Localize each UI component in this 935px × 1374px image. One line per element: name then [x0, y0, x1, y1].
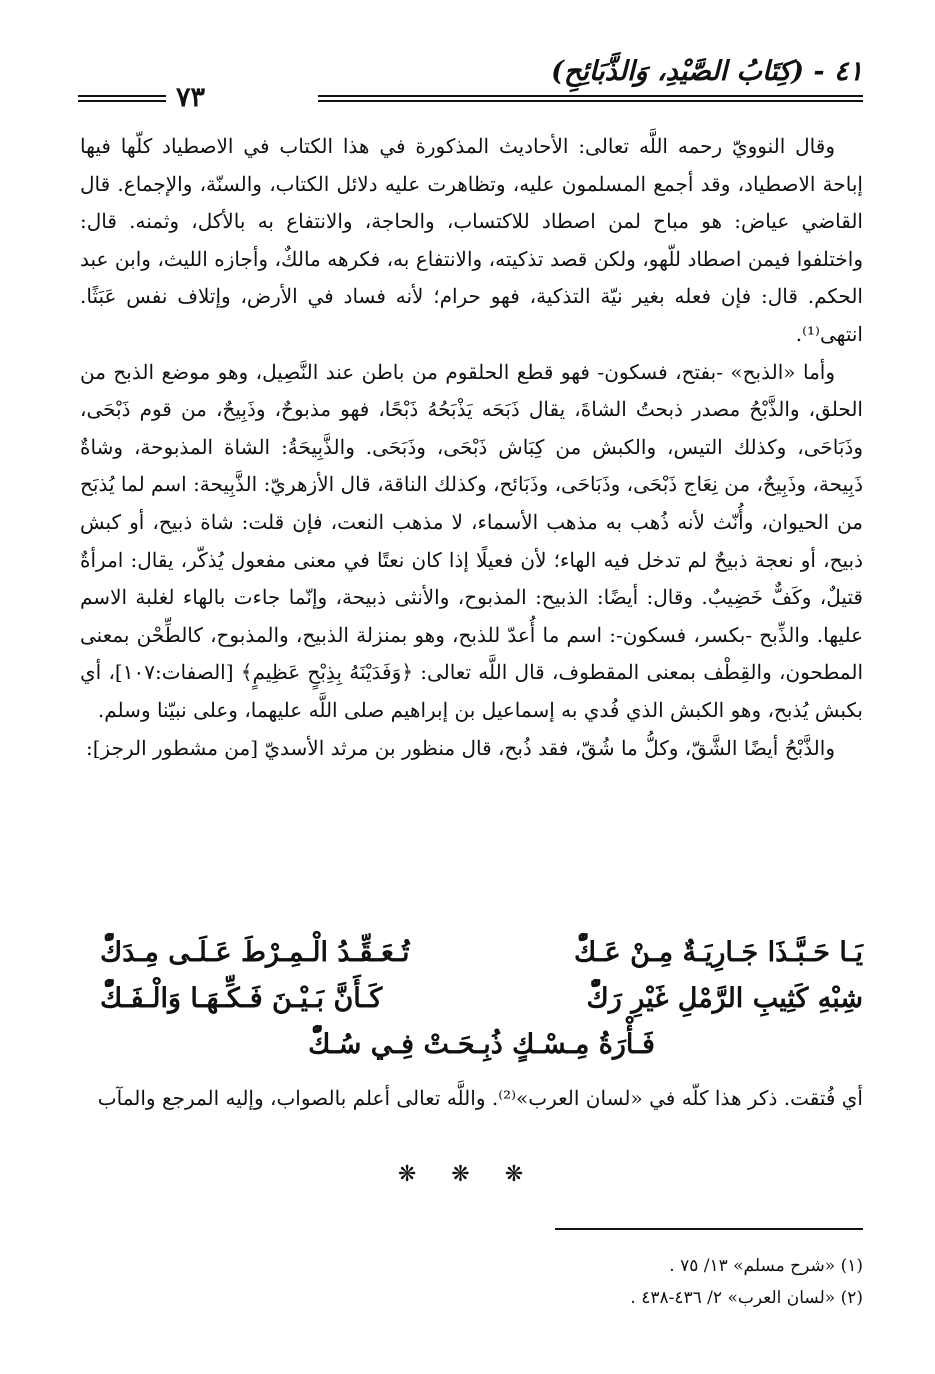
paragraph-conclusion: أي فُتقت. ذكر هذا كلّه في «لسان العرب»⁽²⁾. واللَّه تعالى أعلم بالصواب، وإليه المرجع والمآب	[97, 1086, 863, 1110]
verse-hemistich: كَـأَنَّ بَـيْـنَ فَـكِّـهَـا وَالْـفَـكّْ	[100, 983, 383, 1014]
verse-line-3	[100, 1022, 863, 1068]
footnote-1: (١) «شرح مسلم» ١٣/ ٧٥ .	[669, 1256, 863, 1276]
verse-hemistich: شِبْهِ كَثِيبِ الرَّمْلِ غَيْرِ رَكّْ	[586, 983, 863, 1014]
verse-hemistich: تُـعَـقِّـدُ الْـمِـرْطَ عَـلَـى مِـدَكّْ	[100, 937, 410, 968]
footnote-divider	[555, 1228, 863, 1230]
header-rule	[318, 95, 863, 102]
page-header	[78, 48, 863, 118]
verse-hemistich: فَـأْرَةُ مِـسْـكٍ ذُبِـحَـتْ فِـي سُـكّْ	[308, 1029, 655, 1060]
poetry-verse	[100, 930, 863, 1068]
paragraph-verse-intro: والذَّبْحُ أيضًا الشَّقّ، وكلُّ ما شُقّ، فقد ذُبح، قال منظور بن مرثد الأسديّ [من مشطور الرجز]:	[86, 735, 835, 760]
header-rule-left	[78, 95, 166, 102]
conclusion-text	[80, 1080, 863, 1118]
chapter-title: ٤١ - (كِتَابُ الصَّيْدِ، وَالذَّبَائِحِ)	[551, 56, 863, 87]
footnotes	[80, 1250, 863, 1314]
verse-hemistich: يَـا حَـبَّـذَا جَـارِيَـةٌ مِـنْ عَـكّْ	[573, 937, 863, 968]
main-text	[80, 128, 863, 767]
page-number: ٧٣	[176, 82, 206, 113]
paragraph-dhabh: وأما «الذبح» -بفتح، فسكون- فهو قطع الحلقوم من باطن عند النَّصِيل، وهو موضع الذبح من الحلق، والذَّبْحُ مصدر ذبحتُ الشاةَ، يقال ذَبَحَه يَذْبَحُهُ ذَبْحًا، فهو مذبوحٌ، وذَبِيحٌ، من قوم ذَبْحَى، وذَبَاحَى، وكذلك التيس، والكبش من كِبَاش ذَبْحَى، وذَبَحَى. والذَّبِيحَةُ: الشاة المذبوحة، وشاةٌ ذَبِيحة، وذَبِيحٌ، من نِعَاج ذَبْحَى، وذَبَاحَى، وذَبَائح، وكذلك الناقة، قال الأزهريّ: الذَّبِيحة: اسم لما يُذبَح من الحيوان، وأُنّث لأنه ذُهب به مذهب الأسماء، لا مذهب النعت، فإن قلت: شاة ذبيح، أو كبش ذبيح، أو نعجة ذبيحٌ لم تدخل فيه الهاء؛ لأن فعيلًا إذا كان نعتًا في معنى مفعول يُذكّر، يقال: امرأةٌ قتيلٌ، وكَفٌّ خَضِيبٌ. وقال: أيضًا: الذبيح: المذبوح، والأنثى ذبيحة، وإنّما جاءت بالهاء لغلبة الاسم عليها. والذِّبح -بكسر، فسكون-: اسم ما أُعدّ للذبح، وهو بمنزلة الذبيح، والمذبوح، كالطِّحْن بمعنى المطحون، والقِطْف بمعنى المقطوف، قال اللَّه تعالى: ﴿وَفَدَيْنَهُ بِذِبْحٍ عَظِيمٍ﴾ [الصفات:١٠٧]، أي بكبش يُذبح، وهو الكبش الذي فُدي به إسماعيل بن إبراهيم صلى اللَّه عليهما، وعلى نبيّنا وسلم.	[80, 359, 863, 722]
footnote-2: (٢) «لسان العرب» ٢/ ٤٣٦-٤٣٨ .	[630, 1288, 863, 1308]
section-ornament: ❋ ❋ ❋	[397, 1162, 538, 1187]
verse-line-2	[100, 976, 863, 1022]
paragraph-nawawi: وقال النوويّ رحمه اللَّه تعالى: الأحاديث المذكورة في هذا الكتاب في الاصطياد كلّها فيها إباحة الاصطياد، وقد أجمع المسلمون عليه، وتظاهرت عليه دلائل الكتاب، والسنّة، والإجماع. قال القاضي عياض: هو مباح لمن اصطاد للاكتساب، والحاجة، والانتفاع به بالأكل، وثمنه. قال: واختلفوا فيمن اصطاد للّهو، ولكن قصد تذكيته، والانتفاع به، فكرهه مالكٌ، وأجازه الليث، وابن عبد الحكم. قال: فإن فعله بغير نيّة التذكية، فهو حرام؛ لأنه فساد في الأرض، وإتلاف نفس عَبَثًا. انتهى⁽¹⁾.	[80, 134, 863, 346]
verse-line-1	[100, 930, 863, 976]
